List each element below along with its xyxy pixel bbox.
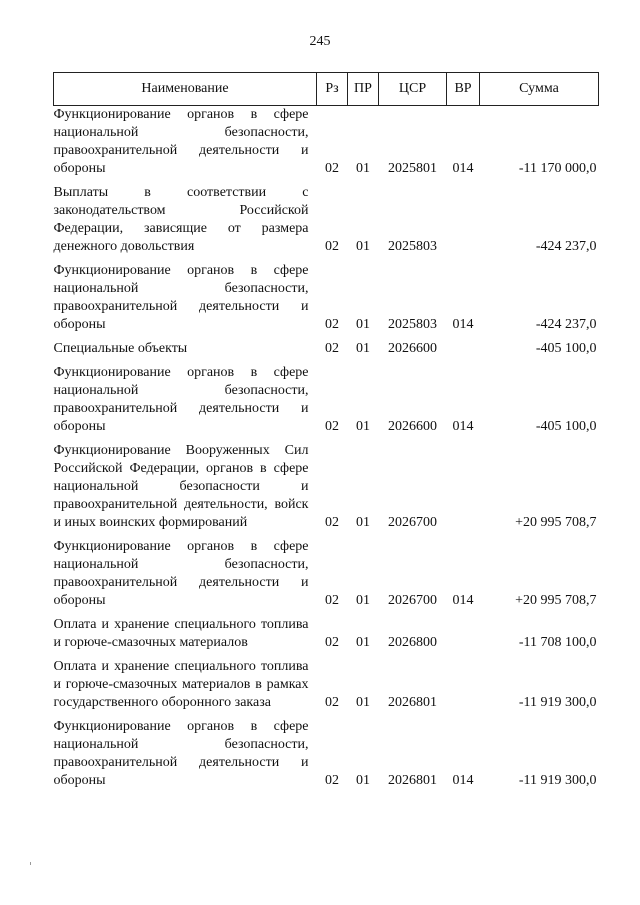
table-row [54,442,599,538]
row-sum: -424 237,0 [535,317,597,332]
row-rz: 02 [325,341,339,356]
row-vr [447,442,480,538]
row-pr: 01 [356,695,370,710]
table-row [54,106,599,185]
row-rz: 02 [325,419,339,434]
table-row [54,262,599,340]
row-pr: 01 [356,341,370,356]
row-sum: -11 708 100,0 [518,635,597,650]
table-row [54,616,599,658]
row-pr: 01 [356,161,370,176]
row-name: Функционирование органов в сфере национальной безопасности, правоохранительной деятельности и обороны [53,539,309,608]
table-header-row [54,73,599,106]
row-rz: 02 [325,317,339,332]
row-name: Выплаты в соответствии с законодательством Российской Федерации, зависящие от размера денежного довольствия [53,185,309,254]
row-rz: 02 [325,515,339,530]
row-rz: 02 [325,773,339,788]
table-row [54,538,599,616]
row-csr: 2025803 [388,239,437,254]
row-name: Оплата и хранение специального топлива и горюче-смазочных материалов в рамках государственного оборонного заказа [53,659,309,710]
header-vr: ВР [447,73,480,106]
scan-margin-mark [30,862,31,865]
row-csr: 2025801 [388,161,437,176]
header-sum: Сумма [480,73,599,106]
row-vr: 014 [452,161,474,176]
table-row [54,340,599,364]
row-vr [447,616,480,658]
row-sum: -405 100,0 [535,419,597,434]
row-vr [447,184,480,262]
row-name: Оплата и хранение специального топлива и горюче-смазочных материалов [53,617,309,650]
row-csr: 2026801 [388,773,437,788]
row-csr: 2026801 [388,695,437,710]
row-csr: 2026600 [388,419,437,434]
page-number: 245 [309,34,331,49]
row-pr: 01 [356,773,370,788]
row-csr: 2026600 [388,341,437,356]
row-rz: 02 [325,161,339,176]
row-vr: 014 [452,773,474,788]
table-row [54,718,599,796]
row-csr: 2026700 [388,593,437,608]
row-sum: -11 170 000,0 [518,161,597,176]
row-pr: 01 [356,593,370,608]
row-pr: 01 [356,515,370,530]
row-sum: -11 919 300,0 [518,695,597,710]
row-name: Функционирование органов в сфере национальной безопасности, правоохранительной деятельности и обороны [53,107,309,176]
table-row [54,364,599,442]
row-vr: 014 [452,317,474,332]
row-sum: +20 995 708,7 [515,515,597,530]
row-vr: 014 [452,419,474,434]
row-vr [447,340,480,364]
header-pr: ПР [348,73,379,106]
row-name: Функционирование органов в сфере национальной безопасности, правоохранительной деятельности и обороны [53,719,309,788]
row-rz: 02 [325,635,339,650]
row-sum: -424 237,0 [535,239,597,254]
row-vr: 014 [452,593,474,608]
row-vr [447,658,480,718]
row-name: Функционирование органов в сфере национальной безопасности, правоохранительной деятельности и обороны [53,263,309,332]
row-rz: 02 [325,239,339,254]
row-csr: 2025803 [388,317,437,332]
budget-table [53,72,599,796]
header-csr: ЦСР [379,73,447,106]
row-csr: 2026700 [388,515,437,530]
row-sum: -405 100,0 [535,341,597,356]
row-pr: 01 [356,239,370,254]
row-name: Функционирование органов в сфере национальной безопасности, правоохранительной деятельности и обороны [53,365,309,434]
row-pr: 01 [356,635,370,650]
header-rz: Рз [317,73,348,106]
row-name: Специальные объекты [53,341,188,356]
row-rz: 02 [325,593,339,608]
table-row [54,658,599,718]
row-pr: 01 [356,419,370,434]
table-row [54,184,599,262]
row-pr: 01 [356,317,370,332]
row-sum: +20 995 708,7 [515,593,597,608]
header-name: Наименование [54,73,317,106]
row-csr: 2026800 [388,635,437,650]
row-name: Функционирование Вооруженных Сил Российской Федерации, органов в сфере национальной безопасности и правоохранительной деятельности, войск и иных воинских формирований [53,443,309,530]
row-sum: -11 919 300,0 [518,773,597,788]
row-rz: 02 [325,695,339,710]
